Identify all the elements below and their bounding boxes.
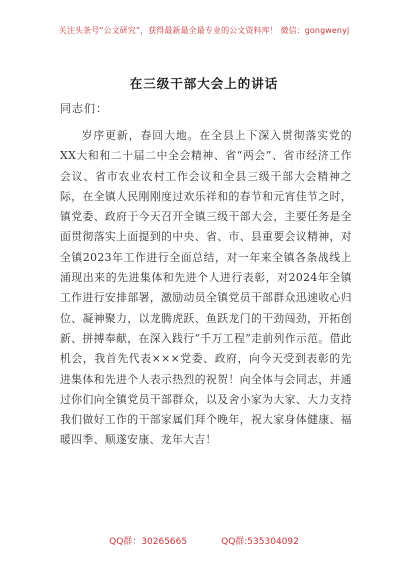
document-title: 在三级干部大会上的讲话 [129,76,279,91]
promo-banner: 关注头条号“公文研究”，获得最新最全最专业的公文资料库！ 微信：gongwenyj [58,26,350,35]
footer [0,534,408,547]
salutation: 同志们： [60,102,108,115]
footer-qq-group-left: QQ群：30265665 [109,537,188,547]
body-paragraph: 岁序更新，春回大地。在全县上下深入贯彻落实党的XX大和和二十届二中全会精神、省“两会”、省市经济工作会议、省市农业农村工作会议和全县三级干部大会精神之际，在全镇人民刚刚度过欢乐祥和的春节和元宵佳节之时，镇党委、政府于今天召开全镇三级干部大会，主要任务是全面贯彻落实上面提到的中央、省、市、县重要会议精神，对全镇2023年工作进行全面总结，对一年来全镇各条战线上涌现出来的先进集体和先进个人进行表彰，对2024年全镇工作进行安排部署，激励动员全镇党员干部群众迅速收心归位、凝神聚力，以龙腾虎跃、鱼跃龙门的干劲闯劲，开拓创新、拼搏奉献，在深入践行“千万工程”走前列作示范。借此机会，我首先代表×××党委、政府，向今天受到表彰的先进集体和先进个人表示热烈的祝贺！向全体与会同志，并通过你们向全镇党员干部群众，以及舍小家为大家、大力支持我们做好工作的干部家属们拜个晚年，祝大家身体健康、福暖四季、顺遂安康、龙年大吉！ [60,129,352,447]
footer-qq-group-right: QQ群:535304092 [221,537,299,547]
